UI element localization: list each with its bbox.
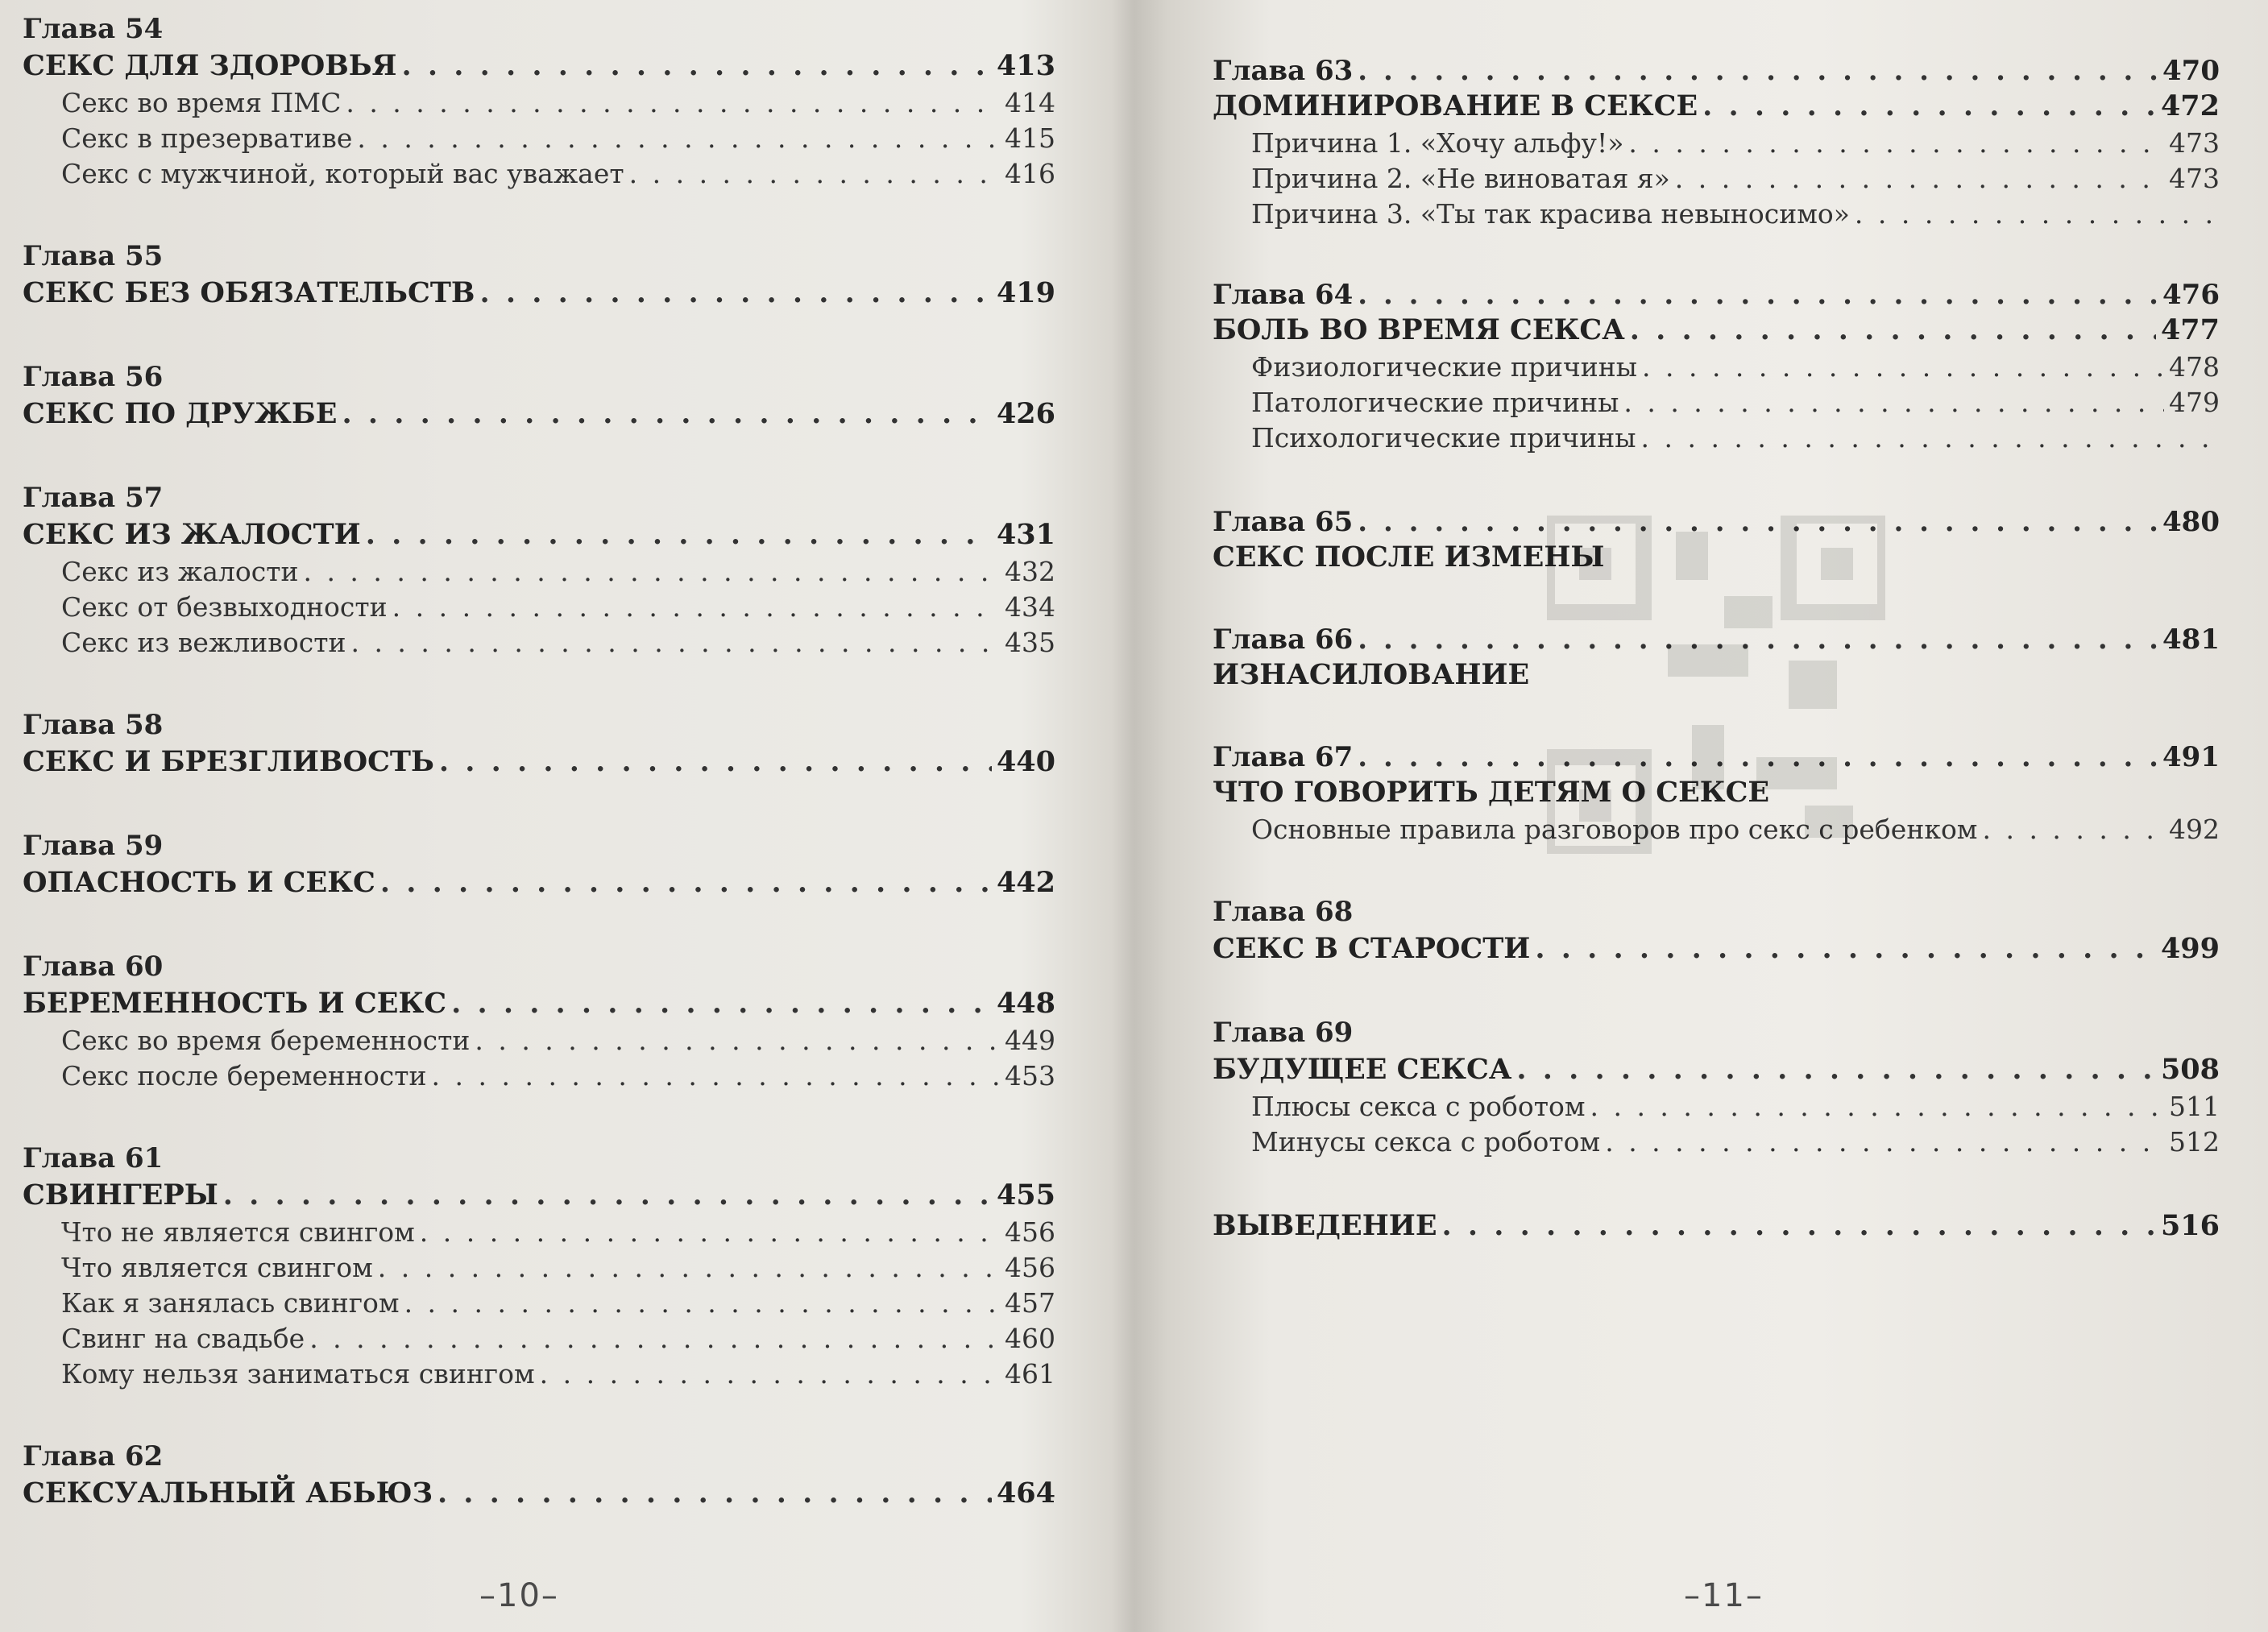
chapter-label: Глава 60	[23, 951, 164, 983]
section-row[interactable]	[23, 1357, 1055, 1392]
chapter-title: СЕКС В СТАРОСТИ	[1213, 932, 1531, 965]
chapter-label: Глава 66	[1213, 623, 1354, 656]
chapter-62	[23, 1439, 1055, 1513]
dot-leader	[439, 743, 992, 781]
page-number: 516	[2160, 1209, 2220, 1242]
section-row[interactable]	[1213, 1089, 2220, 1125]
chapter-title: СЕКС ИЗ ЖАЛОСТИ	[23, 518, 361, 551]
chapter-title-row[interactable]	[23, 274, 1055, 313]
dot-leader	[629, 156, 1000, 192]
page-number: 435	[1005, 627, 1055, 658]
chapter-67	[1213, 741, 2220, 847]
section-title: Что является свингом	[61, 1252, 373, 1283]
page-number: 478	[2169, 351, 2220, 383]
chapter-66	[1213, 623, 2220, 694]
page-number: 456	[1005, 1216, 1055, 1248]
section-row[interactable]	[1213, 1125, 2220, 1160]
section-row[interactable]	[1213, 385, 2220, 420]
page-number: 434	[1005, 591, 1055, 623]
chapter-title: СЕКС БЕЗ ОБЯЗАТЕЛЬСТВ	[23, 276, 475, 309]
section-title: Секс из жалости	[61, 556, 299, 587]
section-row[interactable]	[23, 1321, 1055, 1357]
section-title: Секс в презервативе	[61, 122, 353, 154]
dot-leader	[309, 1321, 1000, 1357]
section-row[interactable]	[1213, 197, 2220, 232]
section-row[interactable]	[23, 85, 1055, 121]
section-title: Минусы секса с роботом	[1251, 1126, 1601, 1158]
dot-leader	[303, 554, 1000, 590]
section-row[interactable]	[23, 1286, 1055, 1321]
section-row[interactable]	[1213, 420, 2220, 456]
section-title: Секс после беременности	[61, 1060, 427, 1091]
page-number: 413	[996, 49, 1055, 82]
chapter-title: СЕКС ПОСЛЕ ИЗМЕНЫ	[1213, 541, 1605, 574]
chapter-title-row[interactable]	[23, 395, 1055, 433]
section-title: Секс с мужчиной, который вас уважает	[61, 158, 624, 189]
chapter-label: Глава 56	[23, 361, 164, 393]
dot-leader	[1590, 1089, 2164, 1125]
chapter-title-row[interactable]	[1213, 311, 2220, 350]
dot-leader	[402, 47, 992, 85]
chapter-label: Глава 64	[1213, 279, 1354, 311]
chapter-title-row[interactable]	[1213, 773, 2220, 812]
chapter-label: Глава 59	[23, 830, 164, 862]
chapter-title: ВЫВЕДЕНИЕ	[1213, 1209, 1437, 1242]
section-title: Физиологические причины	[1251, 351, 1638, 383]
page-number: 419	[996, 276, 1055, 309]
dot-leader	[1442, 1207, 2156, 1245]
page-number: 492	[2169, 814, 2220, 845]
chapter-68	[1213, 894, 2220, 968]
dot-leader	[1358, 55, 2158, 87]
chapter-label: Глава 54	[23, 13, 164, 45]
page-number: 464	[996, 1477, 1055, 1510]
chapter-label: Глава 57	[23, 482, 164, 514]
chapter-title-row[interactable]	[23, 47, 1055, 85]
right-page	[1128, 0, 2268, 1632]
conclusion	[1213, 1207, 2220, 1245]
dot-leader	[479, 274, 991, 313]
chapter-57	[23, 480, 1055, 661]
chapter-title: СЕКС И БРЕЗГЛИВОСТЬ	[23, 745, 434, 778]
section-row[interactable]	[1213, 350, 2220, 385]
dot-leader	[1516, 1050, 2156, 1089]
chapter-55	[23, 238, 1055, 313]
page-number: 499	[2160, 932, 2220, 965]
page-number: 457	[1005, 1287, 1055, 1319]
page-number: 473	[2169, 127, 2220, 159]
chapter-title-row[interactable]	[23, 864, 1055, 902]
chapter-63	[1213, 55, 2220, 232]
section-title: Патологические причины	[1251, 387, 1619, 418]
chapter-label: Глава 62	[23, 1440, 164, 1473]
page-number: 512	[2169, 1126, 2220, 1158]
dot-leader	[1628, 126, 2164, 161]
chapter-title-row[interactable]	[23, 1474, 1055, 1513]
chapter-title-row[interactable]	[23, 1176, 1055, 1215]
chapter-label-row[interactable]	[1213, 623, 2220, 656]
section-title: Причина 2. «Не виноватая я»	[1251, 163, 1670, 194]
dot-leader	[1675, 161, 2164, 197]
section-title: Как я занялась свингом	[61, 1287, 400, 1319]
left-page	[0, 0, 1128, 1632]
section-row[interactable]	[1213, 126, 2220, 161]
page-number: 477	[2160, 313, 2220, 346]
dot-leader	[475, 1023, 1000, 1058]
chapter-label: Глава 67	[1213, 741, 1354, 773]
chapter-label: Глава 58	[23, 709, 164, 741]
page-number: 511	[2169, 1091, 2220, 1122]
chapter-69	[1213, 1015, 2220, 1160]
page-number: 449	[1005, 1025, 1055, 1056]
section-row[interactable]	[23, 625, 1055, 661]
dot-leader	[1605, 1125, 2164, 1160]
page-number: 472	[2160, 89, 2220, 122]
dot-leader	[392, 590, 1000, 625]
page-number: 414	[1005, 87, 1055, 118]
chapter-label: Глава 65	[1213, 506, 1354, 538]
chapter-title-row[interactable]	[1213, 87, 2220, 126]
dot-leader	[451, 984, 992, 1023]
dot-leader	[346, 85, 1000, 121]
dot-leader	[1641, 420, 2215, 456]
section-row[interactable]	[23, 590, 1055, 625]
chapter-title: СЕКС ДЛЯ ЗДОРОВЬЯ	[23, 49, 397, 82]
section-title: Секс во время ПМС	[61, 87, 342, 118]
page-number: 479	[2169, 387, 2220, 418]
page-number: 473	[2169, 163, 2220, 194]
dot-leader	[342, 395, 992, 433]
dot-leader	[420, 1215, 1000, 1250]
dot-leader	[380, 864, 992, 902]
chapter-label-row[interactable]	[1213, 506, 2220, 538]
page-number: 455	[996, 1178, 1055, 1212]
dot-leader	[357, 121, 1000, 156]
dot-leader	[1358, 741, 2158, 773]
section-row[interactable]	[23, 1023, 1055, 1058]
dot-leader	[1623, 385, 2164, 420]
chapter-title: ОПАСНОСТЬ И СЕКС	[23, 866, 375, 899]
page-folio: –10–	[479, 1577, 559, 1614]
chapter-title: ДОМИНИРОВАНИЕ В СЕКСЕ	[1213, 89, 1698, 122]
section-row[interactable]	[1213, 161, 2220, 197]
section-row[interactable]	[1213, 812, 2220, 847]
section-title: Причина 1. «Хочу альфу!»	[1251, 127, 1624, 159]
page-number: 460	[1005, 1323, 1055, 1354]
chapter-label: Глава 55	[23, 240, 164, 272]
dot-leader	[540, 1357, 1000, 1392]
page-number: 415	[1005, 122, 1055, 154]
dot-leader	[1630, 311, 2156, 350]
chapter-title: СЕКСУАЛЬНЫЙ АБЬЮЗ	[23, 1477, 433, 1510]
dot-leader	[1702, 87, 2156, 126]
section-row[interactable]	[23, 121, 1055, 156]
chapter-title: СВИНГЕРЫ	[23, 1178, 218, 1212]
chapter-56	[23, 359, 1055, 433]
dot-leader	[1982, 812, 2164, 847]
chapter-64	[1213, 279, 2220, 456]
chapter-label-row[interactable]	[1213, 741, 2220, 773]
chapter-54	[23, 11, 1055, 192]
page-number: 508	[2160, 1053, 2220, 1086]
chapter-title-row[interactable]	[1213, 1050, 2220, 1089]
page-number: 426	[996, 397, 1055, 430]
chapter-title: ЧТО ГОВОРИТЬ ДЕТЯМ О СЕКСЕ	[1213, 776, 1770, 809]
page-number: 476	[2162, 279, 2220, 311]
dot-leader	[1358, 279, 2158, 311]
chapter-title-row[interactable]	[23, 984, 1055, 1023]
section-title: Секс из вежливости	[61, 627, 346, 658]
chapter-label: Глава 61	[23, 1142, 164, 1174]
page-number: 416	[1005, 158, 1055, 189]
section-title: Кому нельзя заниматься свингом	[61, 1358, 535, 1390]
chapter-title: ИЗНАСИЛОВАНИЕ	[1213, 658, 1530, 691]
chapter-label-row[interactable]	[1213, 55, 2220, 87]
page-number: 480	[2162, 506, 2220, 538]
dot-leader	[223, 1176, 992, 1215]
section-title: Секс от безвыходности	[61, 591, 388, 623]
page-number: 456	[1005, 1252, 1055, 1283]
page-folio: –11–	[1684, 1577, 1764, 1614]
chapter-title-row[interactable]	[23, 743, 1055, 781]
page-number: 491	[2162, 741, 2220, 773]
chapter-60	[23, 949, 1055, 1094]
page-number: 481	[2162, 623, 2220, 656]
chapter-title-row[interactable]	[1213, 930, 2220, 968]
chapter-59	[23, 828, 1055, 902]
dot-leader	[1358, 623, 2158, 656]
page-number: 432	[1005, 556, 1055, 587]
chapter-title: БУДУЩЕЕ СЕКСА	[1213, 1053, 1512, 1086]
chapter-title: БЕРЕМЕННОСТЬ И СЕКС	[23, 987, 447, 1020]
chapter-title: БОЛЬ ВО ВРЕМЯ СЕКСА	[1213, 313, 1625, 346]
section-title: Что не является свингом	[61, 1216, 415, 1248]
chapter-title-row[interactable]	[1213, 1207, 2220, 1245]
chapter-65	[1213, 506, 2220, 577]
section-title: Свинг на свадьбе	[61, 1323, 305, 1354]
chapter-title-row[interactable]	[1213, 538, 2220, 577]
section-row[interactable]	[23, 1215, 1055, 1250]
dot-leader	[404, 1286, 1000, 1321]
section-title: Психологические причины	[1251, 422, 1636, 454]
chapter-58	[23, 707, 1055, 781]
chapter-label: Глава 68	[1213, 896, 1354, 928]
chapter-title-row[interactable]	[1213, 656, 2220, 694]
page-number: 470	[2162, 55, 2220, 87]
page-number: 431	[996, 518, 1055, 551]
section-title: Основные правила разговоров про секс с ребенком	[1251, 814, 1978, 845]
section-row[interactable]	[23, 1250, 1055, 1286]
dot-leader	[432, 1058, 1000, 1094]
chapter-label-row[interactable]	[1213, 279, 2220, 311]
page-number: 440	[996, 745, 1055, 778]
dot-leader	[1642, 350, 2164, 385]
section-row[interactable]	[23, 156, 1055, 192]
section-title: Плюсы секса с роботом	[1251, 1091, 1586, 1122]
chapter-label: Глава 63	[1213, 55, 1354, 87]
dot-leader	[378, 1250, 1000, 1286]
section-row[interactable]	[23, 554, 1055, 590]
page-number: 442	[996, 866, 1055, 899]
page-number: 448	[996, 987, 1055, 1020]
chapter-title-row[interactable]	[23, 516, 1055, 554]
chapter-61	[23, 1141, 1055, 1392]
dot-leader	[1535, 930, 2156, 968]
dot-leader	[1358, 506, 2158, 538]
dot-leader	[366, 516, 992, 554]
chapter-title: СЕКС ПО ДРУЖБЕ	[23, 397, 338, 430]
section-row[interactable]	[23, 1058, 1055, 1094]
chapter-label: Глава 69	[1213, 1017, 1354, 1049]
dot-leader	[437, 1474, 992, 1513]
page-number: 461	[1005, 1358, 1055, 1390]
section-title: Секс во время беременности	[61, 1025, 471, 1056]
section-title: Причина 3. «Ты так красива невыносимо»	[1251, 198, 1850, 230]
dot-leader	[1855, 197, 2215, 232]
dot-leader	[350, 625, 1000, 661]
page-number: 453	[1005, 1060, 1055, 1091]
